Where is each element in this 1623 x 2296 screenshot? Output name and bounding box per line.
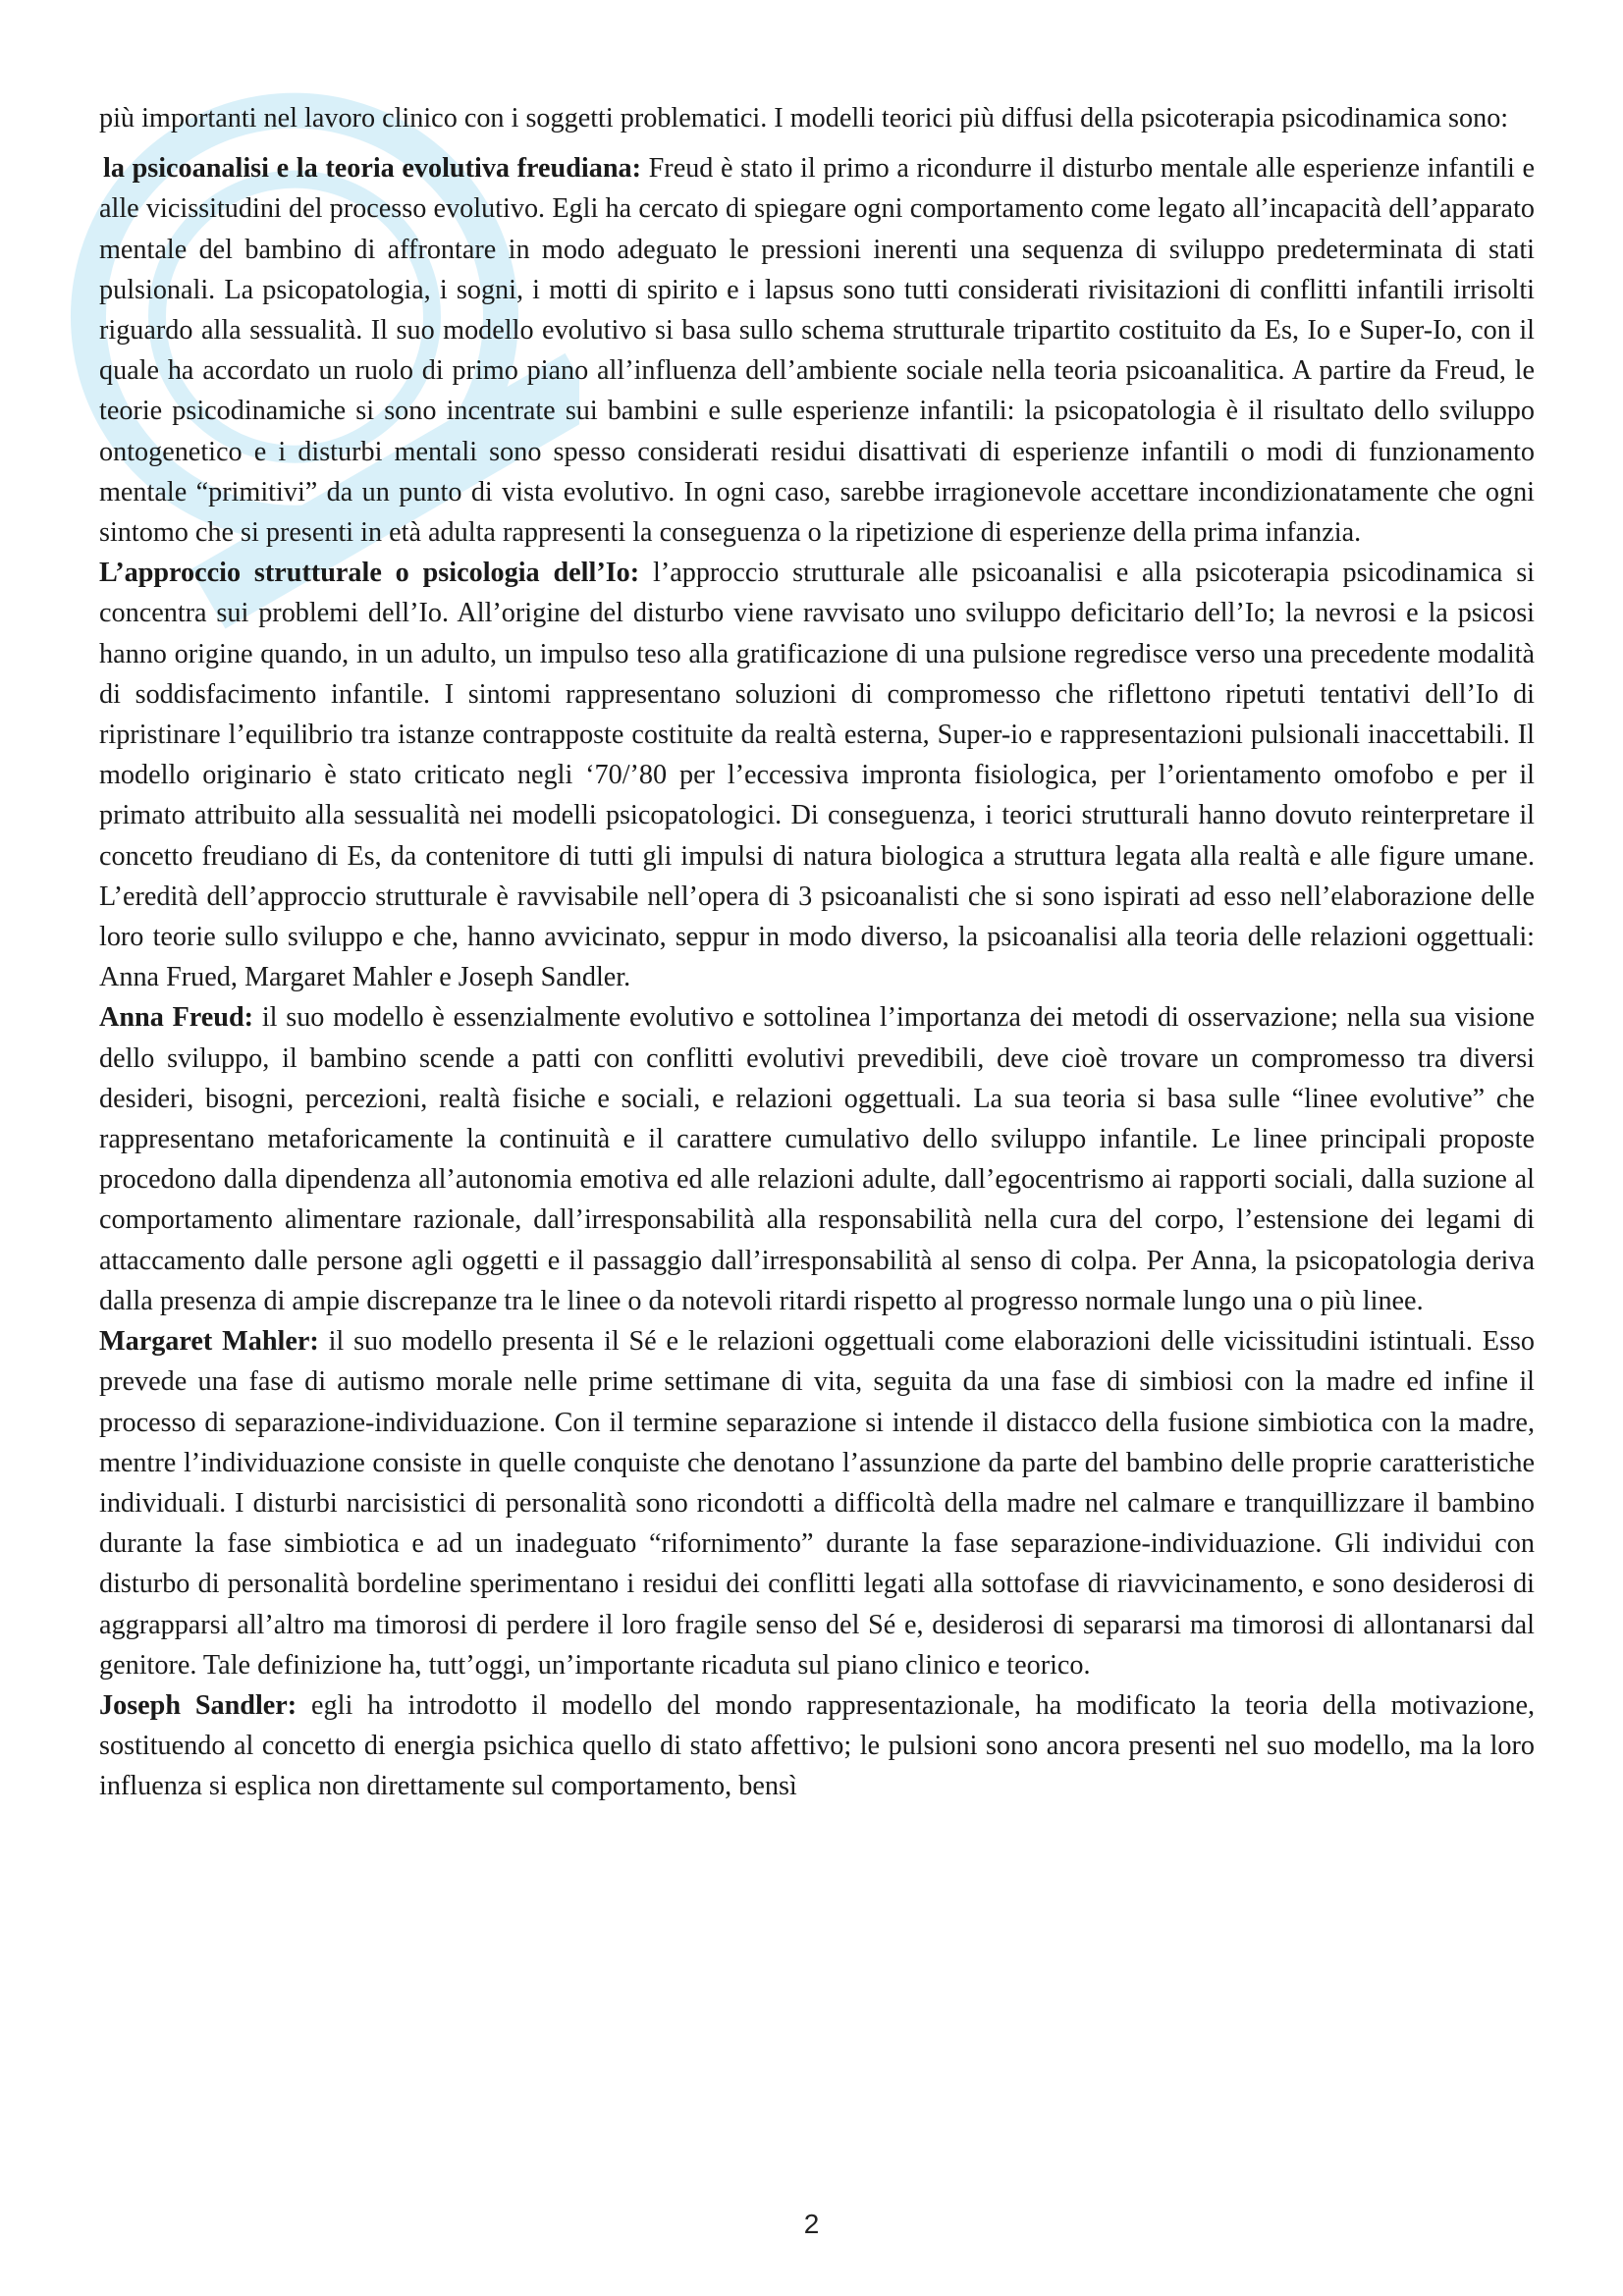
section-heading: Joseph Sandler:	[99, 1689, 298, 1721]
section-freud-theory	[99, 148, 1535, 553]
section-heading: la psicoanalisi e la teoria evolutiva freudiana:	[103, 153, 641, 185]
document-body	[99, 98, 1535, 1807]
page-number: 2	[803, 2209, 820, 2239]
section-body: egli ha introdotto il modello del mondo rappresentazionale, ha modificato la teoria della motivazione, sostituendo al concetto di energia psichica quello di stato affettivo; le pulsioni sono ancora presenti nel suo modello, ma la loro influenza si esplica non direttamente sul comportamento, bensì	[99, 1689, 1536, 1802]
intro-paragraph: più importanti nel lavoro clinico con i soggetti problematici. I modelli teorici più diffusi della psicoterapia psicodinamica sono:	[99, 103, 1509, 133]
section-anna-freud	[99, 997, 1535, 1321]
section-body: il suo modello presenta il Sé e le relazioni oggettuali come elaborazioni delle vicissitudini istintuali. Esso prevede una fase di autismo morale nelle prime settimane di vita, seguita da una fase di simbiosi con la madre ed infine il processo di separazione-individuazione. Con il termine separazione si intende il distacco della fusione simbiotica con la madre, mentre l’individuazione consiste in quelle conquiste che denotano l’assunzione da parte del bambino delle proprie caratteristiche individuali. I disturbi narcisistici di personalità sono ricondotti a difficoltà della madre nel calmare e tranquillizzare il bambino durante la fase simbiotica e ad un inadeguato “rifornimento” durante la fase separazione-individuazione. Gli individui con disturbo di personalità bordeline sperimentano i residui dei conflitti legati alla sottofase di riavvicinamento, e sono desiderosi di aggrapparsi all’altro ma timorosi di perdere il loro fragile senso del Sé e, desiderosi di separarsi ma timorosi di allontanarsi dal genitore. Tale definizione ha, tutt’oggi, un’importante ricaduta sul piano clinico e teorico.	[99, 1326, 1535, 1681]
section-body: Freud è stato il primo a ricondurre il disturbo mentale alle esperienze infantili e alle vicissitudini del processo evolutivo. Egli ha cercato di spiegare ogni comportamento come legato all’incapacità dell’apparato mentale del bambino di affrontare in modo adeguato le pressioni inerenti una sequenza di sviluppo predeterminata di stati pulsionali. La psicopatologia, i sogni, i motti di spirito e i lapsus sono tutti considerati rivisitazioni di conflitti infantili irrisolti riguardo alla sessualità. Il suo modello evolutivo si basa sullo schema strutturale tripartito costituito da Es, Io e Super-Io, con il quale ha accordato un ruolo di primo piano all’influenza dell’ambiente sociale nella teoria psicoanalitica. A partire da Freud, le teorie psicodinamiche si sono incentrate sui bambini e sulle esperienze infantili: la psicopatologia è il risultato dello sviluppo ontogenetico e i disturbi mentali sono spesso considerati residui disattivati di esperienze infantili o modi di funzionamento mentale “primitivi” da un punto di vista evolutivo. In ogni caso, sarebbe irragionevole accettare incondizionatamente che ogni sintomo che si presenti in età adulta rappresenti la conseguenza o la ripetizione di esperienze della prima infanzia.	[99, 153, 1535, 549]
section-heading: Margaret Mahler:	[99, 1326, 319, 1358]
section-joseph-sandler	[99, 1685, 1535, 1807]
section-heading: Anna Freud:	[99, 1002, 254, 1034]
section-structural-approach	[99, 553, 1535, 997]
section-body: l’approccio strutturale alle psicoanalisi e alla psicoterapia psicodinamica si concentra sui problemi dell’Io. All’origine del disturbo viene ravvisato uno sviluppo deficitario dell’Io; la nevrosi e la psicosi hanno origine quando, in un adulto, un impulso teso alla gratificazione di una pulsione regredisce verso una precedente modalità di soddisfacimento infantile. I sintomi rappresentano soluzioni di compromesso che riflettono ripetuti tentativi dell’Io di ripristinare l’equilibrio tra istanze contrapposte costituite da realtà esterna, Super-io e rappresentazioni pulsionali inaccettabili. Il modello originario è stato criticato negli ‘70/’80 per l’eccessiva impronta fisiologica, per l’orientamento omofobo e per il primato attribuito alla sessualità nei modelli psicopatologici. Di conseguenza, i teorici strutturali hanno dovuto reinterpretare il concetto freudiano di Es, da contenitore di tutti gli impulsi di natura biologica a struttura legata alla realtà e alle figure umane. L’eredità dell’approccio strutturale è ravvisabile nell’opera di 3 psicoanalisti che si sono ispirati ad esso nell’elaborazione delle loro teorie sullo sviluppo e che, hanno avvicinato, seppur in modo diverso, la psicoanalisi alla teoria delle relazioni oggettuali: Anna Frued, Margaret Mahler e Joseph Sandler.	[99, 558, 1535, 993]
section-body: il suo modello è essenzialmente evolutivo e sottolinea l’importanza dei metodi di osservazione; nella sua visione dello sviluppo, il bambino scende a patti con conflitti evolutivi prevedibili, deve cioè trovare un compromesso tra diversi desideri, bisogni, percezioni, realtà fisiche e sociali, e relazioni oggettuali. La sua teoria si basa sulle “linee evolutive” che rappresentano metaforicamente la continuità e il carattere cumulativo dello sviluppo infantile. Le linee principali proposte procedono dalla dipendenza all’autonomia emotiva ed alle relazioni adulte, dall’egocentrismo ai rapporti sociali, dalla suzione al comportamento alimentare razionale, dall’irresponsabilità alla responsabilità nella cura del corpo, l’estensione dei legami di attaccamento dalle persone agli oggetti e il passaggio dall’irresponsabilità al senso di colpa. Per Anna, la psicopatologia deriva dalla presenza di ampie discrepanze tra le linee o da notevoli ritardi rispetto al progresso normale lungo una o più linee.	[99, 1002, 1535, 1316]
section-margaret-mahler	[99, 1321, 1535, 1685]
section-heading: L’approccio strutturale o psicologia dell’Io:	[99, 558, 640, 589]
